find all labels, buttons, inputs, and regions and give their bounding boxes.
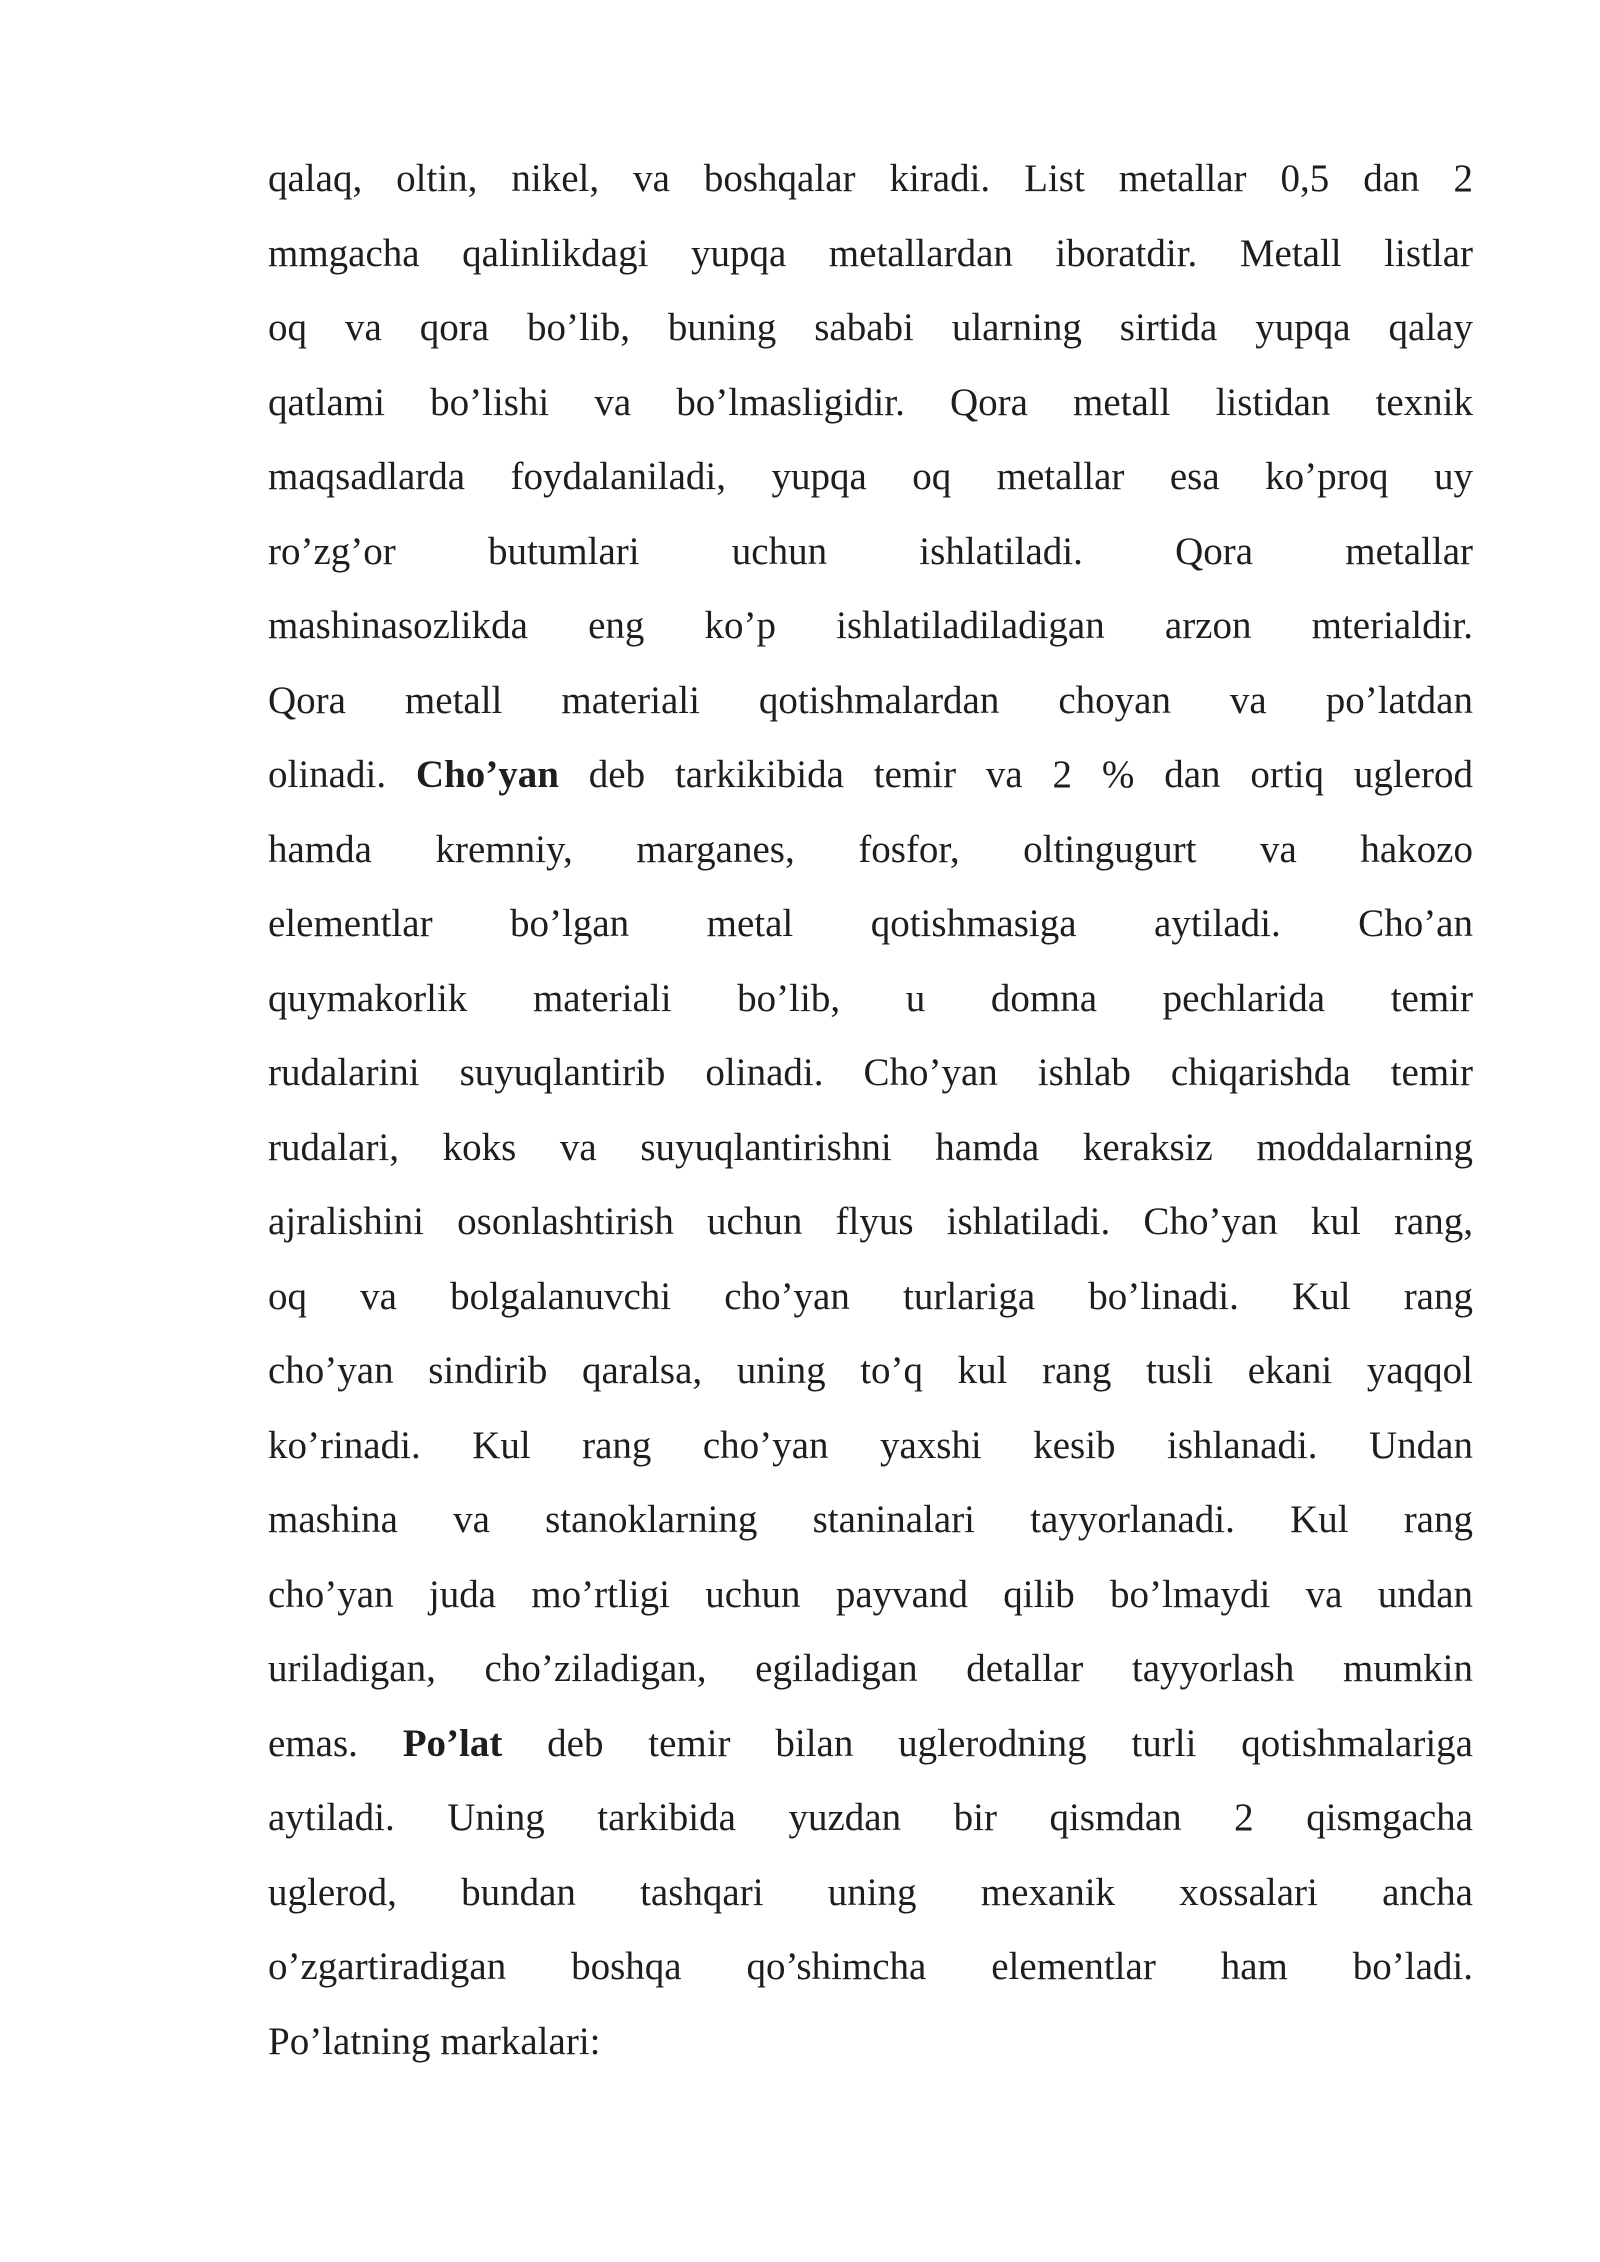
term-choyan: Cho’yan [415, 753, 559, 796]
text-line-final: Po’latning markalari: [268, 2019, 601, 2063]
text-line: oq va qora bo’lib, buning sababi ularning sirtida yupqa qalay [268, 306, 1473, 349]
text-line-choyan-definition [268, 746, 1473, 821]
text-line: qalaq, oltin, nikel, va boshqalar kiradi. List metallar 0,5 dan 2 [268, 157, 1473, 200]
text-line-polat-definition [268, 1715, 1473, 1790]
line-text-after: deb temir bilan uglerodning turli qotishmalariga [502, 1721, 1473, 1765]
text-line: o’zgartiradigan boshqa qo’shimcha elementlar ham bo’ladi. [268, 1945, 1473, 1988]
text-line: ko’rinadi. Kul rang cho’yan yaxshi kesib ishlanadi. Undan [268, 1423, 1473, 1467]
text-line: rudalari, koks va suyuqlantirishni hamda keraksiz moddalarning [268, 1125, 1473, 1169]
text-line: Qora metall materiali qotishmalardan choyan va po’latdan [268, 678, 1473, 722]
text-line: mashinasozlikda eng ko’p ishlatiladiladigan arzon mterialdir. [268, 604, 1473, 647]
text-line: mmgacha qalinlikdagi yupqa metallardan iboratdir. Metall listlar [268, 231, 1473, 275]
text-line: quymakorlik materiali bo’lib, u domna pechlarida temir [268, 976, 1473, 1020]
term-polat: Po’lat [402, 1721, 503, 1765]
text-line: hamda kremniy, marganes, fosfor, oltingugurt va hakozo [268, 827, 1473, 871]
body-paragraph [268, 150, 1473, 2087]
text-line: mashina va stanoklarning staninalari tayyorlanadi. Kul rang [268, 1498, 1473, 1541]
text-line: cho’yan juda mo’rtligi uchun payvand qilib bo’lmaydi va undan [268, 1572, 1473, 1616]
text-line: ro’zg’or butumlari uchun ishlatiladi. Qora metallar [268, 529, 1473, 573]
text-line: uglerod, bundan tashqari uning mexanik xossalari ancha [268, 1870, 1473, 1914]
text-line: oq va bolgalanuvchi cho’yan turlariga bo’linadi. Kul rang [268, 1274, 1473, 1318]
text-line: uriladigan, cho’ziladigan, egiladigan detallar tayyorlash mumkin [268, 1647, 1473, 1690]
text-line: cho’yan sindirib qaralsa, uning to’q kul rang tusli ekani yaqqol [268, 1349, 1473, 1392]
text-line: aytiladi. Uning tarkibida yuzdan bir qismdan 2 qismgacha [268, 1796, 1473, 1839]
text-line: qatlami bo’lishi va bo’lmasligidir. Qora metall listidan texnik [268, 380, 1473, 424]
text-line: maqsadlarda foydalaniladi, yupqa oq metallar esa ko’proq uy [268, 455, 1473, 498]
text-line: elementlar bo’lgan metal qotishmasiga aytiladi. Cho’an [268, 902, 1473, 945]
text-line: rudalarini suyuqlantirib olinadi. Cho’yan ishlab chiqarishda temir [268, 1051, 1473, 1094]
line-text-after: deb tarkikibida temir va 2 % dan ortiq uglerod [558, 753, 1473, 796]
line-text-before: olinadi. [268, 753, 416, 796]
text-line: ajralishini osonlashtirish uchun flyus ishlatiladi. Cho’yan kul rang, [268, 1200, 1473, 1243]
line-text-before: emas. [268, 1721, 403, 1765]
